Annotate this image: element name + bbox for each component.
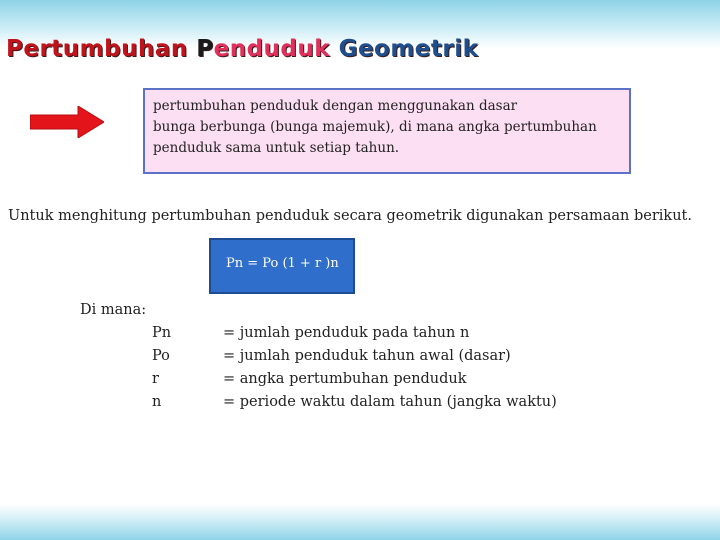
variable-symbol: Po <box>152 348 170 364</box>
bottom-gradient-band <box>0 504 720 540</box>
formula-text: Pn = Po (1 + r )n <box>226 256 339 271</box>
variable-description: = jumlah penduduk pada tahun n <box>223 325 470 341</box>
formula-box <box>209 238 355 294</box>
legend-heading: Di mana: <box>80 302 147 318</box>
title-part-2-initial: P <box>196 36 214 62</box>
intro-text: Untuk menghitung pertumbuhan penduduk secara geometrik digunakan persamaan berikut. <box>8 208 692 224</box>
variable-symbol: n <box>152 394 162 410</box>
title-part-3: Geometrik <box>338 36 479 62</box>
slide-title <box>6 36 478 62</box>
definition-box <box>143 88 631 174</box>
variable-symbol: Pn <box>152 325 172 341</box>
variable-description: = angka pertumbuhan penduduk <box>223 371 467 387</box>
variable-description: = jumlah penduduk tahun awal (dasar) <box>223 348 511 364</box>
definition-line: bunga berbunga (bunga majemuk), di mana angka pertumbuhan <box>153 119 597 135</box>
title-part-2-rest: enduduk <box>213 36 339 62</box>
definition-line: pertumbuhan penduduk dengan menggunakan dasar <box>153 98 518 114</box>
right-arrow-icon <box>30 106 104 138</box>
definition-line: penduduk sama untuk setiap tahun. <box>153 140 400 156</box>
variable-description: = periode waktu dalam tahun (jangka waktu) <box>223 394 557 410</box>
variable-symbol: r <box>152 371 159 387</box>
title-part-1: Pertumbuhan <box>6 36 197 62</box>
